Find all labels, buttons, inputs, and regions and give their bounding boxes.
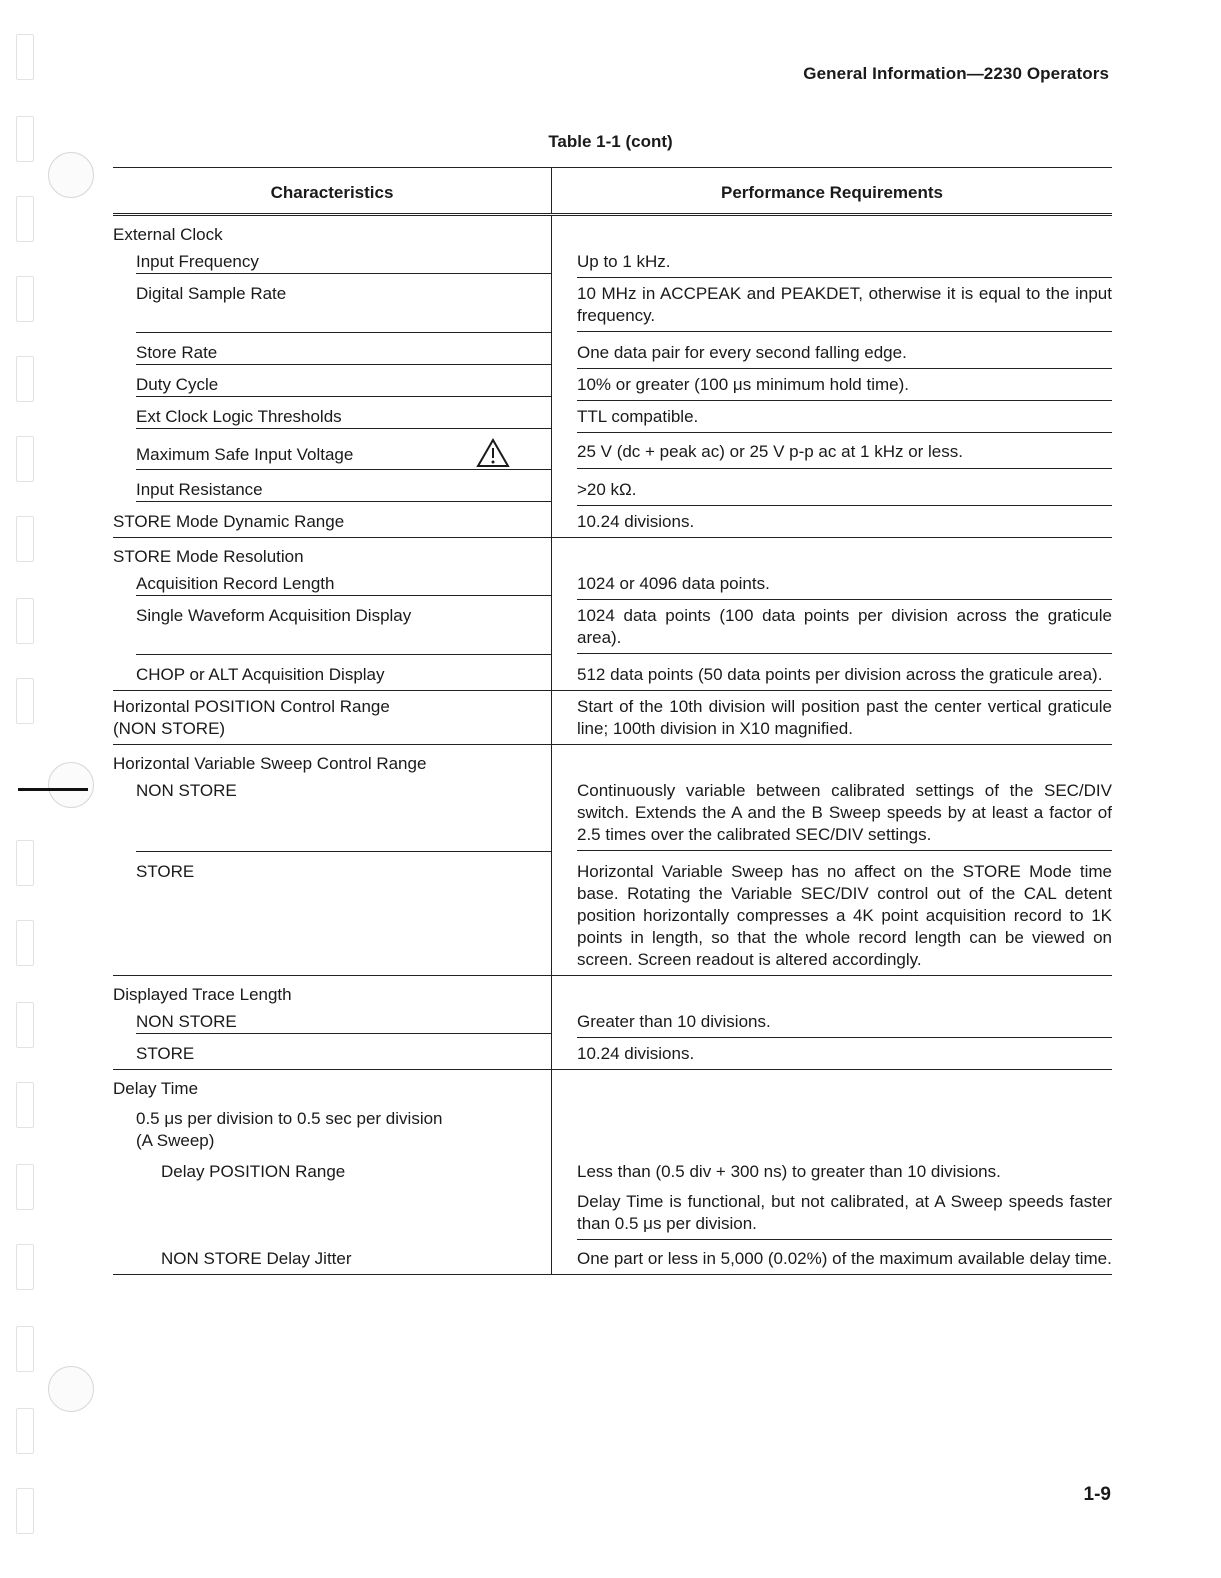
- binder-slot: [16, 840, 34, 886]
- row-value: TTL compatible.: [577, 401, 1112, 433]
- row-value: 1024 data points (100 data points per division across the graticule area).: [577, 600, 1112, 654]
- row-value-note: Delay Time is functional, but not calibrated, at A Sweep speeds faster than 0.5 μs per division.: [577, 1192, 1112, 1233]
- table-caption: Table 1-1 (cont): [548, 132, 673, 151]
- table-row: [113, 856, 1112, 976]
- table-row: [113, 568, 1112, 600]
- row-label: Duty Cycle: [136, 374, 551, 397]
- row-value: Greater than 10 divisions.: [577, 1006, 1112, 1038]
- binder-slot: [16, 920, 34, 966]
- row-label: Delay POSITION Range: [161, 1162, 346, 1181]
- binder-slot: [16, 436, 34, 482]
- table-row: [113, 337, 1112, 369]
- binder-slot: [16, 1164, 34, 1210]
- row-label: NON STORE: [136, 1011, 551, 1034]
- row-value: 25 V (dc + peak ac) or 25 V p-p ac at 1 kHz or less.: [577, 433, 1112, 469]
- page-number: 1-9: [1083, 1484, 1111, 1505]
- binder-slot: [16, 1002, 34, 1048]
- column-header-characteristics: Characteristics: [270, 183, 394, 202]
- table-header-row: [113, 167, 1112, 216]
- row-value: Horizontal Variable Sweep has no affect on the STORE Mode time base. Rotating the Variable SEC/DIV control out of the CAL detent position horizontally compresses a 4K point acquisition record to 1K points in length, so that the whole record length can be viewed on screen. Screen readout is altered accordingly.: [551, 856, 1112, 975]
- row-value: Start of the 10th division will position past the center vertical graticule line; 100th division in X10 magnified.: [551, 691, 1112, 744]
- table-row: [113, 745, 1112, 775]
- row-label: Ext Clock Logic Thresholds: [136, 406, 551, 429]
- row-label: 0.5 μs per division to 0.5 sec per division: [136, 1109, 443, 1128]
- row-label-container: [113, 691, 551, 744]
- row-label: Input Resistance: [136, 479, 551, 502]
- row-label: CHOP or ALT Acquisition Display: [136, 665, 385, 684]
- row-value: One part or less in 5,000 (0.02%) of the maximum available delay time.: [551, 1240, 1112, 1274]
- table-row: [113, 1100, 1112, 1156]
- table-row: [113, 976, 1112, 1006]
- row-value: Up to 1 kHz.: [577, 246, 1112, 278]
- row-label: Horizontal POSITION Control Range: [113, 697, 390, 716]
- table-row: [113, 433, 1112, 474]
- binder-slot: [16, 34, 34, 80]
- binder-slot: [16, 1244, 34, 1290]
- row-label: Store Rate: [136, 342, 551, 365]
- binder-slot: [16, 598, 34, 644]
- row-label: Acquisition Record Length: [136, 573, 551, 596]
- running-header: General Information—2230 Operators: [803, 64, 1109, 83]
- binder-hole: [48, 762, 94, 808]
- binder-slot: [16, 356, 34, 402]
- binder-slot: [16, 276, 34, 322]
- row-value: Less than (0.5 div + 300 ns) to greater than 10 divisions.: [577, 1162, 1001, 1181]
- table-row: [113, 1006, 1112, 1038]
- table-row: [113, 474, 1112, 506]
- group-label: External Clock: [113, 225, 223, 244]
- table-row: [113, 659, 1112, 691]
- binder-slot: [16, 1408, 34, 1454]
- row-label: STORE: [136, 862, 195, 881]
- row-label: Maximum Safe Input Voltage: [136, 445, 354, 465]
- row-value: 10 MHz in ACCPEAK and PEAKDET, otherwise it is equal to the input frequency.: [577, 278, 1112, 332]
- group-label: Displayed Trace Length: [113, 985, 292, 1004]
- row-value: 10.24 divisions.: [551, 1038, 1112, 1069]
- table-row: [113, 278, 1112, 337]
- binder-slot: [16, 1326, 34, 1372]
- row-label: NON STORE: [136, 780, 551, 852]
- column-header-performance: Performance Requirements: [551, 168, 1112, 213]
- row-value: 512 data points (50 data points per division across the graticule area).: [551, 659, 1112, 690]
- row-label: STORE: [136, 1044, 195, 1063]
- table-row: [113, 246, 1112, 278]
- binder-slot: [16, 1488, 34, 1534]
- table-row: [113, 775, 1112, 856]
- margin-mark: [18, 788, 88, 791]
- row-label-cont: (A Sweep): [136, 1131, 215, 1150]
- group-label: Horizontal Variable Sweep Control Range: [113, 754, 427, 773]
- binder-hole: [48, 152, 94, 198]
- row-value: One data pair for every second falling edge.: [577, 337, 1112, 369]
- row-label-container: [113, 1100, 551, 1156]
- warning-triangle-icon: [476, 438, 510, 474]
- row-label-container: [136, 438, 551, 470]
- row-value: 10.24 divisions.: [551, 506, 1112, 537]
- table-row: [113, 506, 1112, 538]
- binder-slot: [16, 1082, 34, 1128]
- binder-slot: [16, 516, 34, 562]
- row-label-cont: (NON STORE): [113, 719, 226, 738]
- row-label: Digital Sample Rate: [136, 283, 551, 333]
- binder-slot: [16, 678, 34, 724]
- table-row: [113, 1240, 1112, 1275]
- table-row: [113, 538, 1112, 568]
- table-row: [113, 1156, 1112, 1240]
- table-row: [113, 1038, 1112, 1070]
- row-label: Input Frequency: [136, 251, 551, 274]
- row-value-container: [577, 1156, 1112, 1240]
- spec-table: [113, 167, 1112, 1275]
- table-row: [113, 600, 1112, 659]
- group-label: STORE Mode Resolution: [113, 547, 304, 566]
- row-label: STORE Mode Dynamic Range: [113, 512, 345, 531]
- binder-hole: [48, 1366, 94, 1412]
- table-row: [113, 369, 1112, 401]
- group-label: Delay Time: [113, 1079, 199, 1098]
- table-row: [113, 401, 1112, 433]
- row-value: >20 kΩ.: [577, 474, 1112, 506]
- binder-slot: [16, 196, 34, 242]
- table-row: [113, 216, 1112, 246]
- row-value: Continuously variable between calibrated settings of the SEC/DIV switch. Extends the A and the B Sweep speeds by at least a factor of 2.5 times over the calibrated SEC/DIV settings.: [577, 775, 1112, 851]
- row-label: NON STORE Delay Jitter: [161, 1249, 352, 1268]
- row-value: 1024 or 4096 data points.: [577, 568, 1112, 600]
- table-row: [113, 691, 1112, 745]
- row-value: 10% or greater (100 μs minimum hold time).: [577, 369, 1112, 401]
- table-row: [113, 1070, 1112, 1100]
- row-label: Single Waveform Acquisition Display: [136, 605, 551, 655]
